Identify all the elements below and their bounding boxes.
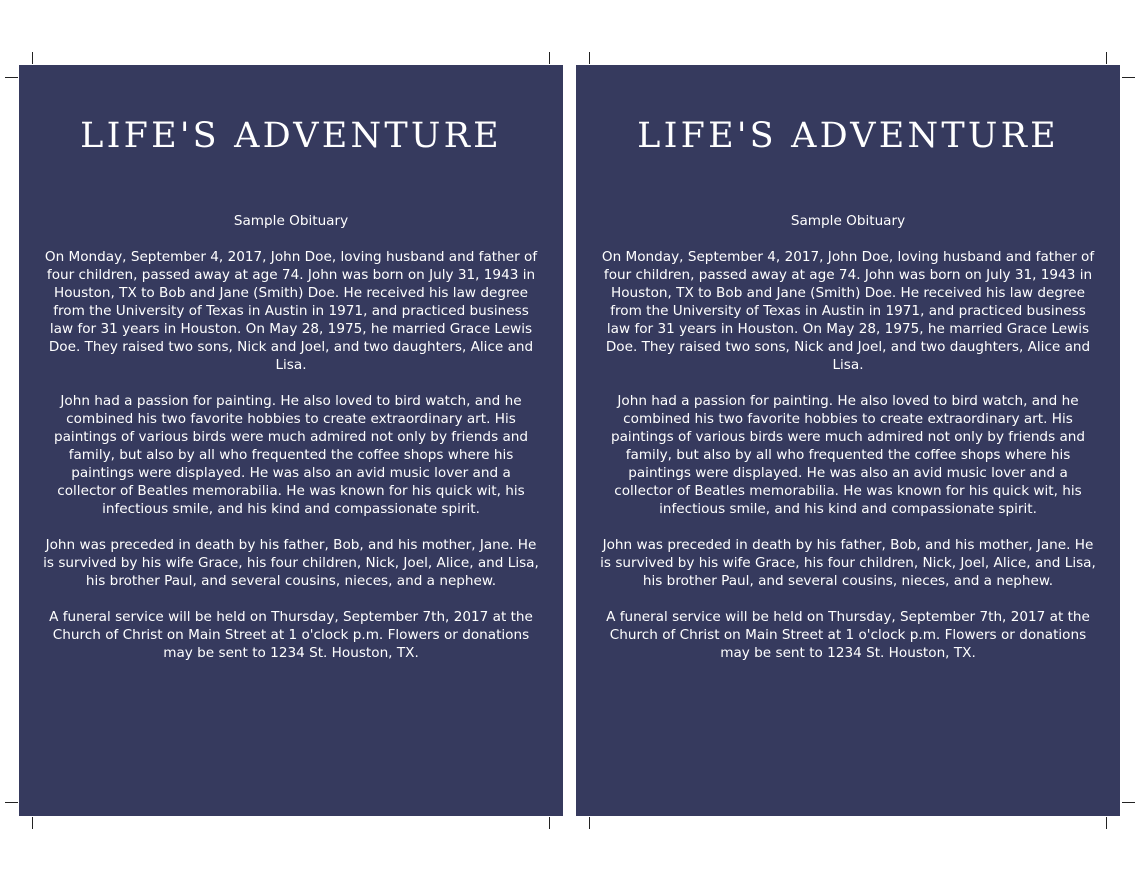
obituary-paragraph: On Monday, September 4, 2017, John Doe, loving husband and father of four children, passed away at age 74. John was born on July 31, 1943 in Houston, TX to Bob and Jane (Smith) Doe. He received his law degree from the University of Texas in Austin in 1971, and practiced business law for 31 years in Houston. On May 28, 1975, he married Grace Lewis Doe. They raised two sons, Nick and Joel, and two daughters, Alice and Lisa. (601, 249, 1095, 373)
obituary-paragraph: John was preceded in death by his father, Bob, and his mother, Jane. He is survived by his wife Grace, his four children, Nick, Joel, Alice, and Lisa, his brother Paul, and several cousins, nieces, and a nephew. (600, 537, 1096, 589)
crop-mark (589, 817, 590, 829)
obituary-page-left (19, 65, 563, 816)
crop-mark (549, 817, 550, 829)
obituary-paragraph: On Monday, September 4, 2017, John Doe, loving husband and father of four children, passed away at age 74. John was born on July 31, 1943 in Houston, TX to Bob and Jane (Smith) Doe. He received his law degree from the University of Texas in Austin in 1971, and practiced business law for 31 years in Houston. On May 28, 1975, he married Grace Lewis Doe. They raised two sons, Nick and Joel, and two daughters, Alice and Lisa. (44, 249, 538, 373)
crop-mark (589, 52, 590, 64)
obituary-paragraph: John had a passion for painting. He also loved to bird watch, and he combined his two favorite hobbies to create extraordinary art. His paintings of various birds were much admired not only by friends and family, but also by all who frequented the coffee shops where his paintings were displayed. He was also an avid music lover and a collector of Beatles memorabilia. He was known for his quick wit, his infectious smile, and his kind and compassionate spirit. (610, 393, 1086, 517)
crop-mark (32, 817, 33, 829)
obituary-paragraph: A funeral service will be held on Thursday, September 7th, 2017 at the Church of Christ on Main Street at 1 o'clock p.m. Flowers or donations may be sent to 1234 St. Houston, TX. (49, 609, 533, 661)
obituary-paragraph: John had a passion for painting. He also loved to bird watch, and he combined his two favorite hobbies to create extraordinary art. His paintings of various birds were much admired not only by friends and family, but also by all who frequented the coffee shops where his paintings were displayed. He was also an avid music lover and a collector of Beatles memorabilia. He was known for his quick wit, his infectious smile, and his kind and compassionate spirit. (53, 393, 529, 517)
crop-mark (5, 802, 18, 803)
page-title: LIFE'S ADVENTURE (80, 116, 502, 156)
crop-mark (1106, 52, 1107, 64)
obituary-heading: Sample Obituary (790, 213, 906, 229)
page-title: LIFE'S ADVENTURE (637, 116, 1059, 156)
crop-mark (549, 52, 550, 64)
crop-mark (1106, 817, 1107, 829)
crop-mark (32, 52, 33, 64)
obituary-paragraph: John was preceded in death by his father, Bob, and his mother, Jane. He is survived by his wife Grace, his four children, Nick, Joel, Alice, and Lisa, his brother Paul, and several cousins, nieces, and a nephew. (43, 537, 539, 589)
obituary-heading: Sample Obituary (233, 213, 349, 229)
obituary-paragraph: A funeral service will be held on Thursday, September 7th, 2017 at the Church of Christ on Main Street at 1 o'clock p.m. Flowers or donations may be sent to 1234 St. Houston, TX. (606, 609, 1090, 661)
obituary-body (600, 212, 1096, 680)
obituary-page-right (576, 65, 1120, 816)
crop-mark (1122, 77, 1135, 78)
crop-mark (5, 77, 18, 78)
obituary-body (43, 212, 539, 680)
crop-mark (1122, 802, 1135, 803)
